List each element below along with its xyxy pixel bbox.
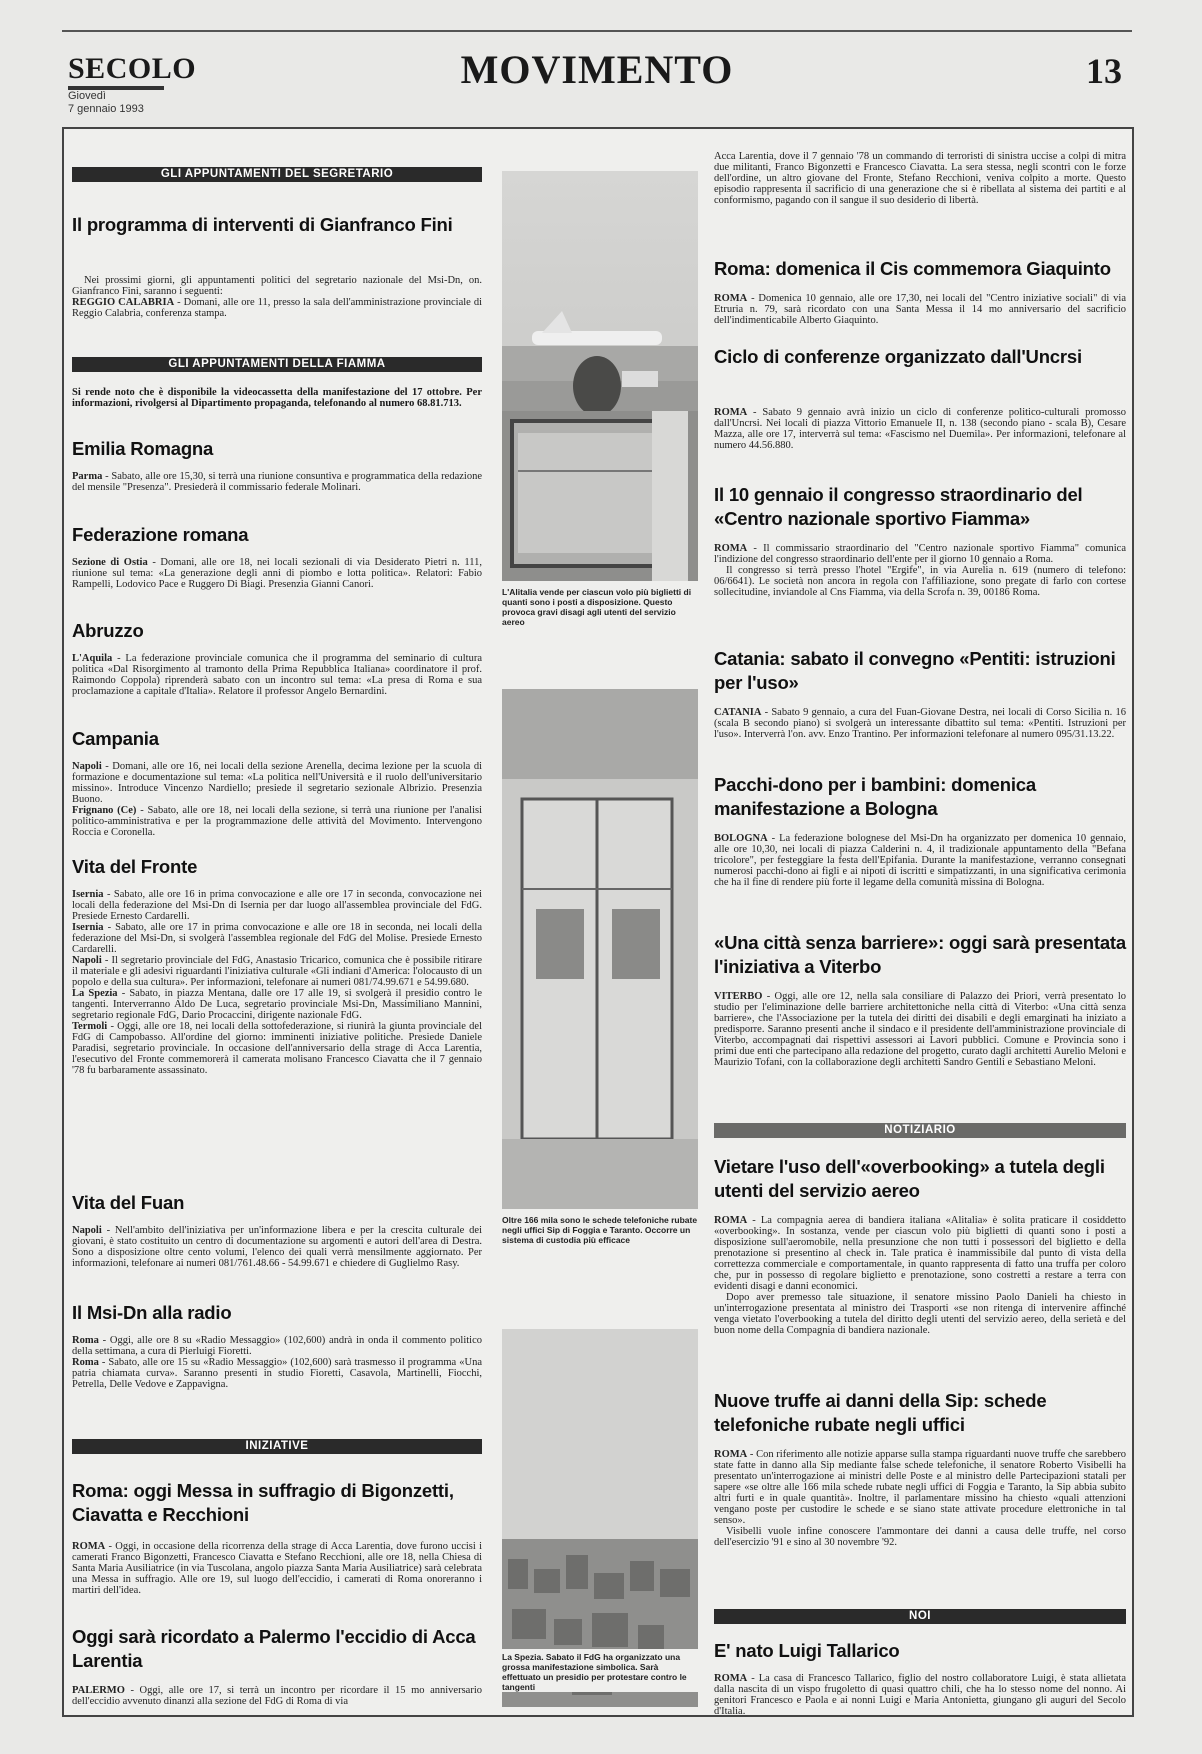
lead-isernia-1: Isernia [72, 889, 104, 900]
text-roma-ov: - La compagnia aerea di bandiera italiana «Alitalia» è solita praticare il cosiddetto «overbooking». In sostanza, vende per ciascun volo più biglietti di quanti sono i posti a disposizione sull'aeromobile, nella presunzione che non tutti i possessori del biglietto e della prenotazione si presentino al check in. Tale pratica è inammissibile dal punto di vista della correttezza commerciale e comportamentale, in quanto rappresenta di fatto una truffa per coloro che, pur in possesso di regolare biglietto e prenotazione, sono costretti a restare a terra con evidenti disagi e danni economici. [714, 1215, 1126, 1292]
headline-abruzzo: Abruzzo [72, 620, 144, 641]
band-fiamma: GLI APPUNTAMENTI DELLA FIAMMA [72, 357, 482, 372]
caption-spezia: La Spezia. Sabato il FdG ha organizzato una grossa manifestazione simbolica. Sarà effettuato un presidio per protestare contro le tangenti [502, 1649, 698, 1692]
text-palermo: - Oggi, alle ore 17, si terrà un incontro per ricordare il 15 mo anniversario dell'eccidio avvenuto dinanzi alla sezione del FdG di Roma di via [72, 1685, 482, 1707]
text-napoli-fdg: - Il segretario provinciale del FdG, Anastasio Tricarico, comunica che è possibile ritirare il materiale e gli adesivi riguardanti l'iniziativa culturale «Gli indiani d'America: l'olocausto di un popolo e della sua cultura». Per informazioni, telefonare ai numeri 081/74.99.671 e 54.99.680. [72, 955, 482, 988]
caption-schede: Oltre 166 mila sono le schede telefoniche rubate negli uffici Sip di Foggia e Taranto. Occorre un sistema di custodia più efficace [502, 1215, 698, 1245]
lead-napoli-fuan: Napoli [72, 1225, 102, 1236]
text-spezia: - Sabato, in piazza Mentana, dalle ore 17 alle 19, si svolgerà il presidio contro le tangenti. Interverranno Aldo De Luca, segretario provinciale Msi-Dn, Massimiliano Mannini, segretario regionale FdG, Dario Procaccini, dirigente nazionale FdG. [72, 988, 483, 1021]
article-fuan [72, 1225, 482, 1269]
headline-sip: Nuove truffe ai danni della Sip: schede telefoniche rubate negli uffici [714, 1390, 1047, 1435]
headline-overbooking: Vietare l'uso dell'«overbooking» a tutela degli utenti del servizio aereo [714, 1156, 1105, 1201]
lead-parma: Parma [72, 471, 103, 482]
article-abruzzo [72, 653, 482, 697]
text-viterbo: - Oggi, alle ore 12, nella sala consiliare di Palazzo dei Priori, verrà presentato lo studio per l'eliminazione delle barriere architettoniche nella città di Viterbo: «Una città senza barriere», che l'Associazione per la tutela dei diritti dei disabili e degli emarginati ha iniziato a predisporre. Saranno presenti anche il sindaco e il presidente dell'amministrazione provinciale di Viterbo, accompagnati dai rispettivi assessori ai Lavori pubblici. Comune e Provincia sono i primi due enti che partecipano alla redazione del progetto, curato dagli architetti Aurelio Meloni e Maurizio Tofani, con la collaborazione degli architetti Sandro Gentili e Sebastiano Meloni. [714, 991, 1126, 1068]
band-notiziario: NOTIZIARIO [714, 1123, 1126, 1138]
issue-date: 7 gennaio 1993 [68, 103, 144, 115]
text-danieli: Dopo aver premesso tale situazione, il senatore missino Paolo Danieli ha chiesto in un'interrogazione presentata al ministro dei Trasporti «se non ritenga di intervenire affinché venga vietato l'overbooking a tutela del diritto degli utenti del servizio aereo, della serietà e del buon nome della Compagnia di bandiera nazionale. [714, 1292, 1126, 1336]
caption-alitalia: L'Alitalia vende per ciascun volo più biglietti di quanti sono i posti a disposizione. Questo provoca gravi disagi agli utenti del servizio aereo [502, 587, 692, 627]
headline-fuan: Vita del Fuan [72, 1192, 185, 1213]
text-napoli: - Domani, alle ore 16, nei locali della sezione Arenella, decima lezione per la scuola di formazione e documentazione sul tema: «La politica nell'Università e il ruolo dell'universitario missino». Introduce Vincenzo Nardiello; presiede il segretario sezionale Albrizio. Presenzia Buono. [72, 761, 482, 805]
text-parma: - Sabato, alle ore 15,30, si terrà una riunione consuntiva e programmatica della redazione del mensile "Presenza". Presiederà il commissario federale Molinari. [72, 471, 482, 493]
headline-pacchi: Pacchi-dono per i bambini: domenica manifestazione a Bologna [714, 774, 1036, 819]
lead-termoli: Termoli [72, 1021, 108, 1032]
lead-roma-cis: ROMA [714, 293, 748, 304]
article-messa [72, 1541, 482, 1596]
airport-illustration [502, 171, 698, 581]
lead-roma-uncrsi: ROMA [714, 407, 748, 418]
lead-bologna: BOLOGNA [714, 833, 768, 844]
lead-napoli-fdg: Napoli [72, 955, 102, 966]
article-radio [72, 1335, 482, 1390]
text-napoli-fuan: - Nell'ambito dell'iniziativa per un'informazione libera e per la crescita culturale dei giovani, è stato costituito un centro di documentazione su argomenti e autori dell'area di Destra. Sono a disposizione oltre cento volumi, l'elenco dei quali verrà mensilmente aggiornato. Per informazioni, telefonare ai numeri 081/761.48.66 - 54.99.671 e chiedere di Guglielmo Rasy. [72, 1225, 482, 1269]
lead-roma-sip: ROMA [714, 1449, 748, 1460]
article-nato [714, 1673, 1126, 1717]
note-videocassetta: Si rende noto che è disponibile la videocassetta della manifestazione del 17 ottobre. Per informazioni, rivolgersi al Dipartimento propaganda, telefonando al numero 68.81.713. [72, 387, 482, 409]
text-roma-uncrsi: - Sabato 9 gennaio avrà inizio un ciclo di conferenze politico-culturali promosso dall'Uncrsi. Nei locali di piazza Vittorio Emanuele II, n. 138 (secondo piano - scala B), Cesare Mazza, alle ore 17, interverrà sul tema: «Fascismo nel Duemila». Per informazioni, telefonare al numero 44.56.880. [714, 407, 1126, 451]
lead-napoli: Napoli [72, 761, 102, 772]
text-visibelli: Visibelli vuole infine conoscere l'ammontare dei danni a causa delle truffe, nel corso dell'esercizio '91 e sino al 30 novembre '92. [714, 1526, 1126, 1548]
phone-booth-illustration [502, 689, 698, 1209]
lead-roma-radio-2: Roma [72, 1357, 99, 1368]
article-emilia [72, 471, 482, 493]
headline-uncrsi: Ciclo di conferenze organizzato dall'Uncrsi [714, 346, 1082, 367]
article-viterbo [714, 991, 1126, 1068]
headline-radio: Il Msi-Dn alla radio [72, 1302, 232, 1323]
text-frignano: - Sabato, alle ore 18, nei locali della sezione, si terrà una riunione per l'analisi politico-amministrativa e per la programmazione delle attività del Movimento. Intervengono Roccia e Coronella. [72, 805, 482, 838]
lead-ostia: Sezione di Ostia [72, 557, 148, 568]
page-frame [62, 127, 1134, 1717]
text-roma-nato: - La casa di Francesco Tallarico, figlio del nostro collaboratore Luigi, è stata allietata dalla nascita di un vispo frugoletto di quasi quattro chili, che ha lo stesso nome del nonno. Ai genitori Francesco e Paola e ai nonni Luigi e Maria Antonietta, giungano gli auguri del Secolo d'Italia. [714, 1673, 1126, 1717]
lead-spezia: La Spezia [72, 988, 118, 999]
article-catania [714, 707, 1126, 740]
headline-palermo: Oggi sarà ricordato a Palermo l'eccidio di Acca Larentia [72, 1626, 476, 1671]
lead-viterbo: VITERBO [714, 991, 763, 1002]
article-fini [72, 275, 482, 319]
article-federazione [72, 557, 482, 590]
lead-aquila: L'Aquila [72, 653, 113, 664]
text-roma-radio-1: - Oggi, alle ore 8 su «Radio Messaggio» (102,600) andrà in onda il commento politico della settimana, a cura di Pierluigi Fioretti. [72, 1335, 482, 1357]
lead-roma-fiamma: ROMA [714, 543, 748, 554]
text-bologna: - La federazione bolognese del Msi-Dn ha organizzato per domenica 10 gennaio, alle ore 10,30, nei locali di piazza Calderini n. 4, il tradizionale appuntamento della "Befana tricolore", per festeggiare la festa dell'Epifania. Durante la manifestazione, verranno consegnati numerosi pacchi-dono ai figli e ai nipoti di iscritti e simpatizzanti, in una significativa cerimonia che ha il fine di rendere più forte il legame della comunità missina di Bologna. [714, 833, 1126, 888]
photo-airport [502, 171, 698, 581]
article-campania [72, 761, 482, 838]
lead-roma-nato: ROMA [714, 1673, 748, 1684]
band-segretario: GLI APPUNTAMENTI DEL SEGRETARIO [72, 167, 482, 182]
text-ergife: Il congresso si terrà presso l'hotel "Ergife", in via Aurelia n. 619 (numero di telefono: 06/6641). Le società non ancora in regola con l'affiliazione, sono pregate di farlo con cortese sollecitudine, inviandole al Cns Fiamma, via della Scrofa n. 39, 00186 Roma. [714, 565, 1126, 598]
headline-cis: Roma: domenica il Cis commemora Giaquinto [714, 258, 1111, 279]
headline-messa: Roma: oggi Messa in suffragio di Bigonzetti, Ciavatta e Recchioni [72, 1480, 454, 1525]
article-fronte [72, 889, 482, 1076]
text-roma-sip: - Con riferimento alle notizie apparse sulla stampa riguardanti nuove truffe che sarebbero state fatte in danno alla Sip mediante false schede telefoniche, il senatore Roberto Visibelli ha presentato un'interrogazione ai ministri delle Poste e al ministro delle Partecipazioni statali per sapere «se oltre alle 166 mila schede rubate negli uffici di Foggia e Taranto, la Sip abbia subito altri furti e in quale quantità». Inoltre, il parlamentare missino ha chiesto «quali attenzioni vengano poste per custodire le schede e se siano state attivate procedure elettroniche in tal senso». [714, 1449, 1126, 1526]
article-pacchi [714, 833, 1126, 888]
text-roma-fiamma: - Il commissario straordinario del "Centro nazionale sportivo Fiamma" comunica l'indizione del congresso straordinario dell'ente per il giorno 10 gennaio a Roma. [714, 543, 1126, 565]
page-number: 13 [1086, 51, 1122, 91]
headline-nato: E' nato Luigi Tallarico [714, 1640, 900, 1661]
headline-catania: Catania: sabato il convegno «Pentiti: istruzioni per l'uso» [714, 648, 1116, 693]
article-overbooking [714, 1215, 1126, 1336]
lead-catania: CATANIA [714, 707, 762, 718]
lead-roma-messa: ROMA [72, 1541, 106, 1552]
section-title: MOVIMENTO [460, 47, 734, 92]
dateline [68, 90, 144, 116]
text-roma-cis: - Domenica 10 gennaio, alle ore 17,30, nei locali del "Centro iniziative sociali" di via Etruria n. 79, sarà ricordato con una Santa Messa il 14 mo anniversario del sacrificio dell'indimenticabile Alberto Giaquinto. [714, 293, 1126, 326]
article-fiamma-sportivo [714, 543, 1126, 598]
lead-isernia-2: Isernia [72, 922, 104, 933]
text-reggio: - Domani, alle ore 11, presso la sala dell'amministrazione provinciale di Reggio Calabria, conferenza stampa. [72, 297, 482, 319]
lead-roma-ov: ROMA [714, 1215, 748, 1226]
photo-phone-booth [502, 689, 698, 1209]
masthead-rule [62, 30, 1132, 32]
headline-fronte: Vita del Fronte [72, 856, 198, 877]
text-catania: - Sabato 9 gennaio, a cura del Fuan-Giovane Destra, nei locali di Corso Sicilia n. 16 (scala B secondo piano) si svolgerà un interessante dibattito sul tema: «Pentiti. Istruzioni per l'uso». Interverrà l'on. avv. Enzo Trantino. Per informazioni telefonare al numero 095/31.13.22. [714, 707, 1126, 740]
lead-reggio: REGGIO CALABRIA [72, 297, 175, 308]
newspaper-logo: SECOLO [68, 52, 197, 85]
text-isernia-1: - Sabato, alle ore 16 in prima convocazione e alle ore 17 in seconda, convocazione nei locali della federazione del Msi-Dn di Isernia per dar luogo all'assemblea provinciale del FdG. Presiede Ernesto Cardarelli. [72, 889, 482, 922]
article-cis [714, 293, 1126, 326]
text-aquila: - La federazione provinciale comunica che il programma del seminario di cultura politica «Dal Risorgimento al tramonto della Prima Repubblica Italiana» coordinatore il prof. Raimondo Coppola) riprenderà sabato con un incontro sul tema: «La presa di Roma e sua proclamazione a capitale d'Italia». Relatore il professor Angelo Bernardini. [72, 653, 482, 697]
text-termoli: - Oggi, alle ore 18, nei locali della sottofederazione, si riunirà la giunta provinciale del FdG di Campobasso. All'ordine del giorno: imminenti iniziative politiche. Presiede Daniele Paradisi, segretario provinciale. In occasione dell'anniversario della strage di Acca Larentia, l'esecutivo del Fronte commemorerà il camerata molisano Francesco Ciavatta che il 7 gennaio '78 fu barbaramente assassinato. [72, 1021, 482, 1076]
text-roma-radio-2: - Sabato, alle ore 15 su «Radio Messaggio» (102,600) sarà trasmesso il programma «Una patria chiamata curva». Saranno presenti in studio Fioretti, Casavola, Martinelli, Fiocchi, Petrella, Delle Vedove e Zappavigna. [72, 1357, 482, 1390]
headline-campania: Campania [72, 728, 159, 749]
band-noi: NOI [714, 1609, 1126, 1624]
lead-palermo: PALERMO [72, 1685, 125, 1696]
text-isernia-2: - Sabato, alle ore 17 in prima convocazione e alle ore 18 in seconda, nei locali della federazione del Msi-Dn, si svolgerà l'assemblea regionale del FdG del Molise. Presiede Ernesto Cardarelli. [72, 922, 482, 955]
lead-frignano: Frignano (Ce) [72, 805, 137, 816]
article-sip [714, 1449, 1126, 1548]
headline-viterbo: «Una città senza barriere»: oggi sarà presentata l'iniziativa a Viterbo [714, 932, 1126, 977]
headline-federazione: Federazione romana [72, 524, 249, 545]
text-ostia: - Domani, alle ore 18, nei locali sezionali di via Desiderato Pietri n. 111, riunione sul tema: «La generazione degli anni di piombo e lotta politica». Relatori: Fabio Rampelli, Lodovico Pace e Ruggero Di Biagi. Presenzia Gianni Canori. [72, 557, 482, 590]
headline-emilia: Emilia Romagna [72, 438, 214, 459]
headline-fiamma-sportivo: Il 10 gennaio il congresso straordinario del «Centro nazionale sportivo Fiamma» [714, 484, 1083, 529]
article-uncrsi [714, 407, 1126, 451]
article-acca-continued: Acca Larentia, dove il 7 gennaio '78 un commando di terroristi di sinistra uccise a colpi di mitra due militanti, Franco Bigonzetti e Francesco Ciavatta. La sera stessa, negli scontri con le forze dell'ordine, un altro giovane del Fronte, Stefano Recchioni, veniva colpito a morte. Questo episodio rappresenta il sacrificio di una generazione che si è ribellata al sistema dei partiti e al conformismo, pagando con il sangue il suo desiderio di libertà. [714, 151, 1126, 206]
band-iniziative: INIZIATIVE [72, 1439, 482, 1454]
headline-fini: Il programma di interventi di Gianfranco Fini [72, 214, 453, 235]
text-fini: Nei prossimi giorni, gli appuntamenti politici del segretario nazionale del Msi-Dn, on. Gianfranco Fini, saranno i seguenti: [72, 275, 482, 297]
article-palermo [72, 1685, 482, 1707]
text-roma-messa: - Oggi, in occasione della ricorrenza della strage di Acca Larentia, dove furono uccisi i camerati Franco Bigonzetti, Francesco Ciavatta e Stefano Recchioni, alle ore 18, nella Chiesa di Santa Maria Ausiliatrice (in via Tuscolana, angolo piazza Santa Maria Ausiliatrice) sarà celebrata una Messa in suffragio. Alle ore 19, sul luogo dell'eccidio, i camerati di Roma onoreranno i martiri dell'idea. [72, 1541, 482, 1596]
lead-roma-radio-1: Roma [72, 1335, 99, 1346]
issue-day: Giovedì [68, 90, 106, 102]
masthead [62, 22, 1132, 132]
